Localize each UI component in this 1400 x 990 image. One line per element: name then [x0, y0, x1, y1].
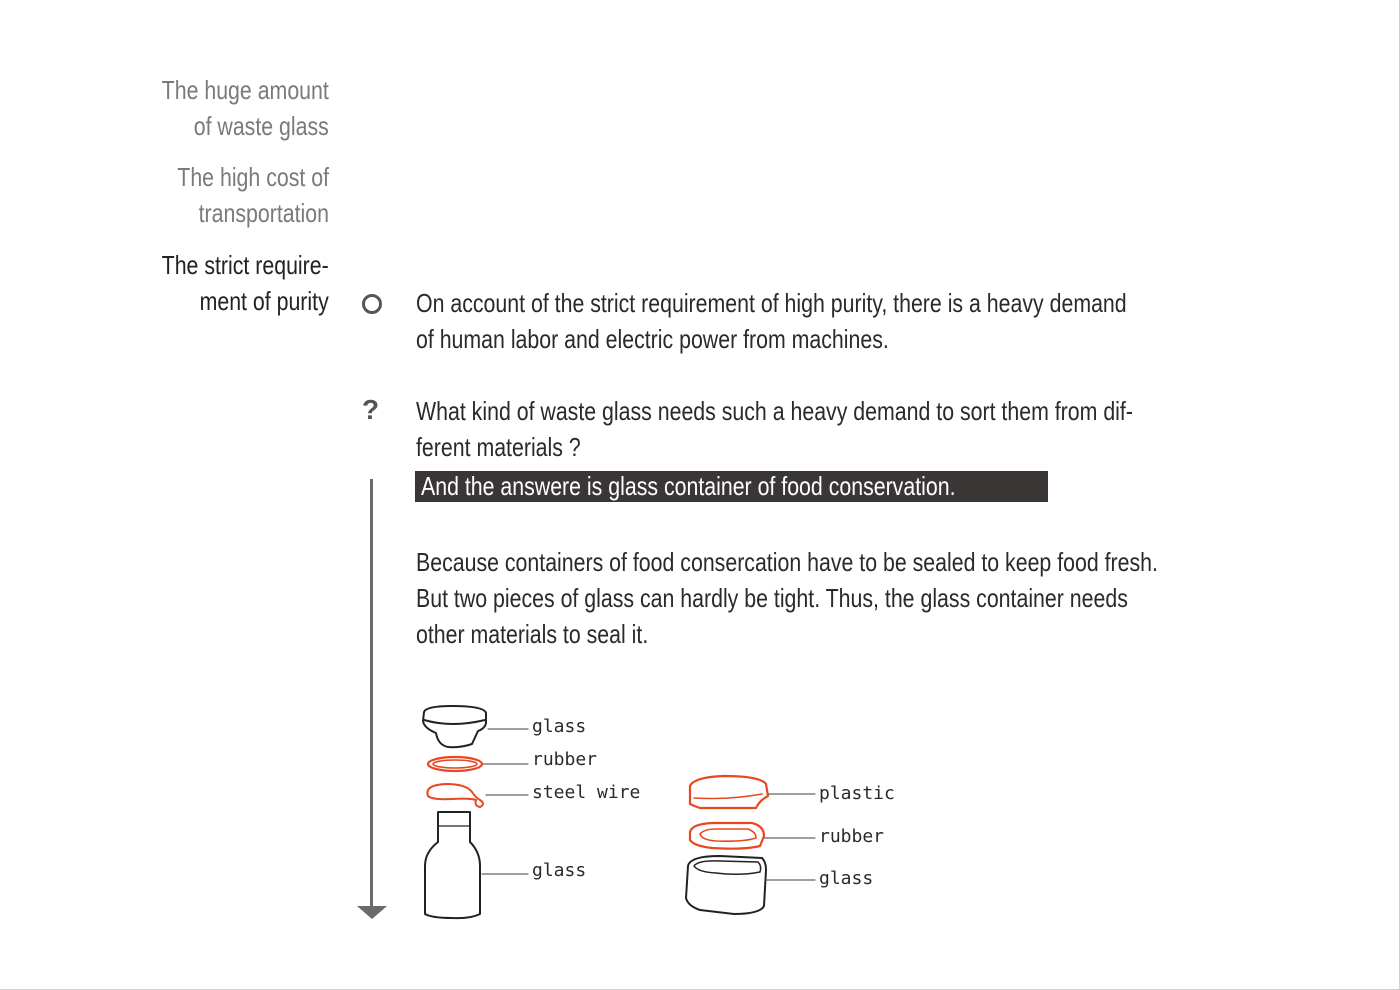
sidebar-item-line: The high cost of: [177, 162, 329, 192]
explanation-line: Because containers of food consercation have to be sealed to keep food fresh.: [416, 547, 1158, 577]
explanation-line: other materials to seal it.: [416, 619, 649, 649]
sidebar-item-line: transportation: [198, 198, 329, 228]
sidebar-item-line: ment of purity: [199, 286, 329, 316]
answer-text: And the answere is glass container of food conservation.: [421, 471, 956, 501]
question-line: ferent materials ?: [416, 432, 581, 462]
sidebar-item-line: of waste glass: [193, 111, 329, 141]
question-mark-icon: ?: [362, 394, 380, 425]
label-bottle-steel-wire: steel wire: [532, 782, 641, 803]
label-bottle-body-glass: glass: [532, 860, 587, 881]
explanation-line: But two pieces of glass can hardly be tight. Thus, the glass container needs: [416, 583, 1128, 613]
label-box-rubber: rubber: [819, 826, 885, 847]
label-bottle-rubber: rubber: [532, 749, 598, 770]
statement-line: On account of the strict requirement of high purity, there is a heavy demand: [416, 288, 1127, 318]
statement-line: of human labor and electric power from machines.: [416, 324, 889, 354]
label-box-glass: glass: [819, 868, 874, 889]
label-box-plastic: plastic: [819, 783, 895, 804]
box-glass-body-drawing: [686, 856, 766, 914]
sidebar-item-line: The strict require-: [161, 250, 329, 280]
bottle-steel-wire-drawing: [427, 784, 483, 807]
bottle-rubber-ring-drawing: [428, 757, 482, 771]
bottle-body-drawing: [425, 812, 480, 918]
bottle-stopper-drawing: [423, 706, 486, 747]
sidebar-item-line: The huge amount: [161, 75, 329, 105]
question-line: What kind of waste glass needs such a heavy demand to sort them from dif-: [416, 396, 1133, 426]
box-lid-drawing: [690, 776, 768, 808]
label-bottle-stopper-glass: glass: [532, 716, 587, 737]
